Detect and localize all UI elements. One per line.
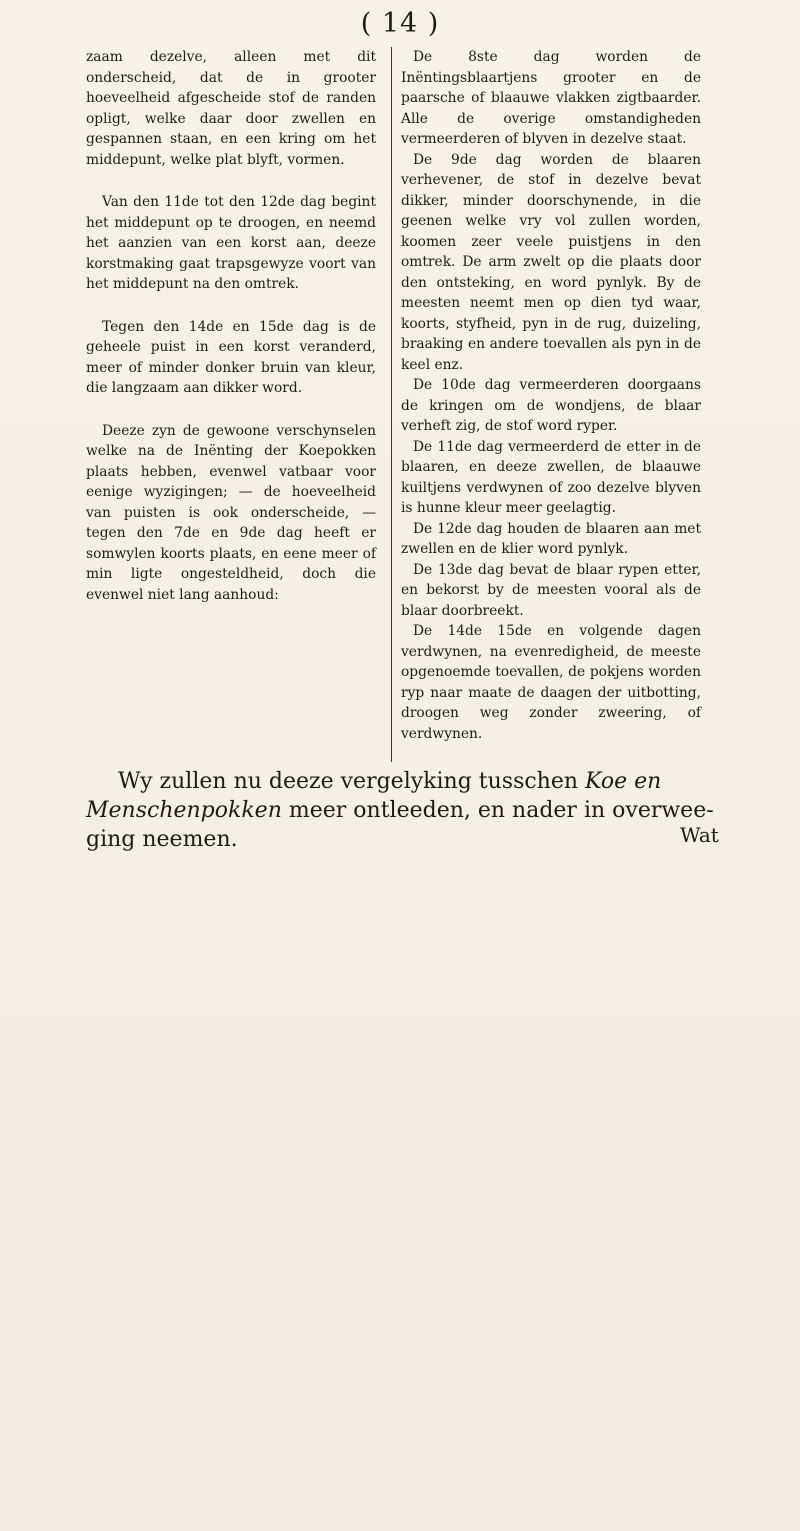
left-column bbox=[86, 47, 376, 605]
right-paragraph-day-14: De 14de 15de en volgende dagen verdwynen, na evenredigheid, de meeste opgenoemde toevallen, de pokjens worden ryp naar maate de daagen der uitbotting, droogen weg zonder zweering, of verdwynen. bbox=[401, 623, 701, 742]
left-paragraph-3: Tegen den 14de en 15de dag is de geheele puist in een korst veranderd, meer of minder donker bruin van kleur, die langzaam aan dikker word. bbox=[86, 318, 376, 396]
two-column-body bbox=[86, 47, 701, 767]
right-paragraph-day-10: De 10de dag vermeerderen doorgaans de kringen om de wondjens, de blaar verheft zig, de stof word ryper. bbox=[401, 377, 701, 434]
left-paragraph-4: Deeze zyn de gewoone verschynselen welke na de Inënting der Koepokken plaats hebben, evenwel vatbaar voor eenige wyzigingen; — de hoeveelheid van puisten is ook onderscheide, — tegen den 7de en 9de dag heeft er somwylen koorts plaats, en eene meer of min ligte ongesteldheid, doch die evenwel niet lang aanhoud: bbox=[86, 422, 376, 603]
closing-line-1 bbox=[86, 767, 726, 796]
right-column bbox=[401, 47, 701, 744]
closing-line-1-italic: Koe en bbox=[585, 769, 662, 794]
right-paragraph-day-9: De 9de dag worden de blaaren verhevener, de stof in dezelve bevat dikker, minder doorschynende, in die geenen welke vry vol zullen worden, koomen zeer veele puistjens in den omtrek. De arm zwelt op die plaats door den ontsteking, en word pynlyk. By de meesten neemt men op dien tyd waar, koorts, styfheid, pyn in de rug, duizeling, braaking en andere toevallen als pyn in de keel enz. bbox=[401, 151, 701, 373]
closing-paragraph bbox=[86, 767, 726, 854]
column-divider bbox=[391, 47, 392, 762]
catchword: Wat bbox=[680, 823, 719, 847]
right-paragraph-day-8: De 8ste dag worden de Inëntingsblaartjens grooter en de paarsche of blaauwe vlakken zigtbaarder. Alle de overige omstandigheden vermeerderen of blyven in dezelve staat. bbox=[401, 49, 701, 147]
left-paragraph-2: Van den 11de tot den 12de dag begint het middepunt op te droogen, en neemd het aanzien van een korst aan, deeze korstmaking gaat trapsgewyze voort van het middepunt na den omtrek. bbox=[86, 194, 376, 292]
right-paragraph-day-13: De 13de dag bevat de blaar rypen etter, en bekorst by de meesten vooral als de blaar doorbreekt. bbox=[401, 561, 701, 619]
right-paragraph-day-11: De 11de dag vermeerderd de etter in de blaaren, en deeze zwellen, de blaauwe kuiltjens verdwynen of zoo dezelve blyven is hunne kleur meer geelagtig. bbox=[401, 438, 701, 516]
left-paragraph-1: zaam dezelve, alleen met dit onderscheid, dat de in grooter hoeveelheid afgescheide stof de randen opligt, welke daar door zwellen en gespannen staan, en een kring om het middepunt, welke plat blyft, vormen. bbox=[86, 49, 376, 168]
closing-line-3: ging neemen. bbox=[86, 827, 238, 852]
closing-line-2-italic: Menschenpokken bbox=[86, 798, 282, 823]
closing-line-1-text: Wy zullen nu deeze vergelyking tusschen bbox=[118, 769, 586, 794]
closing-line-2 bbox=[86, 796, 726, 825]
page-number: ( 14 ) bbox=[360, 8, 440, 39]
right-paragraph-day-12: De 12de dag houden de blaaren aan met zwellen en de klier word pynlyk. bbox=[401, 520, 701, 557]
closing-line-2-text: meer ontleeden, en nader in overwee- bbox=[281, 798, 714, 823]
